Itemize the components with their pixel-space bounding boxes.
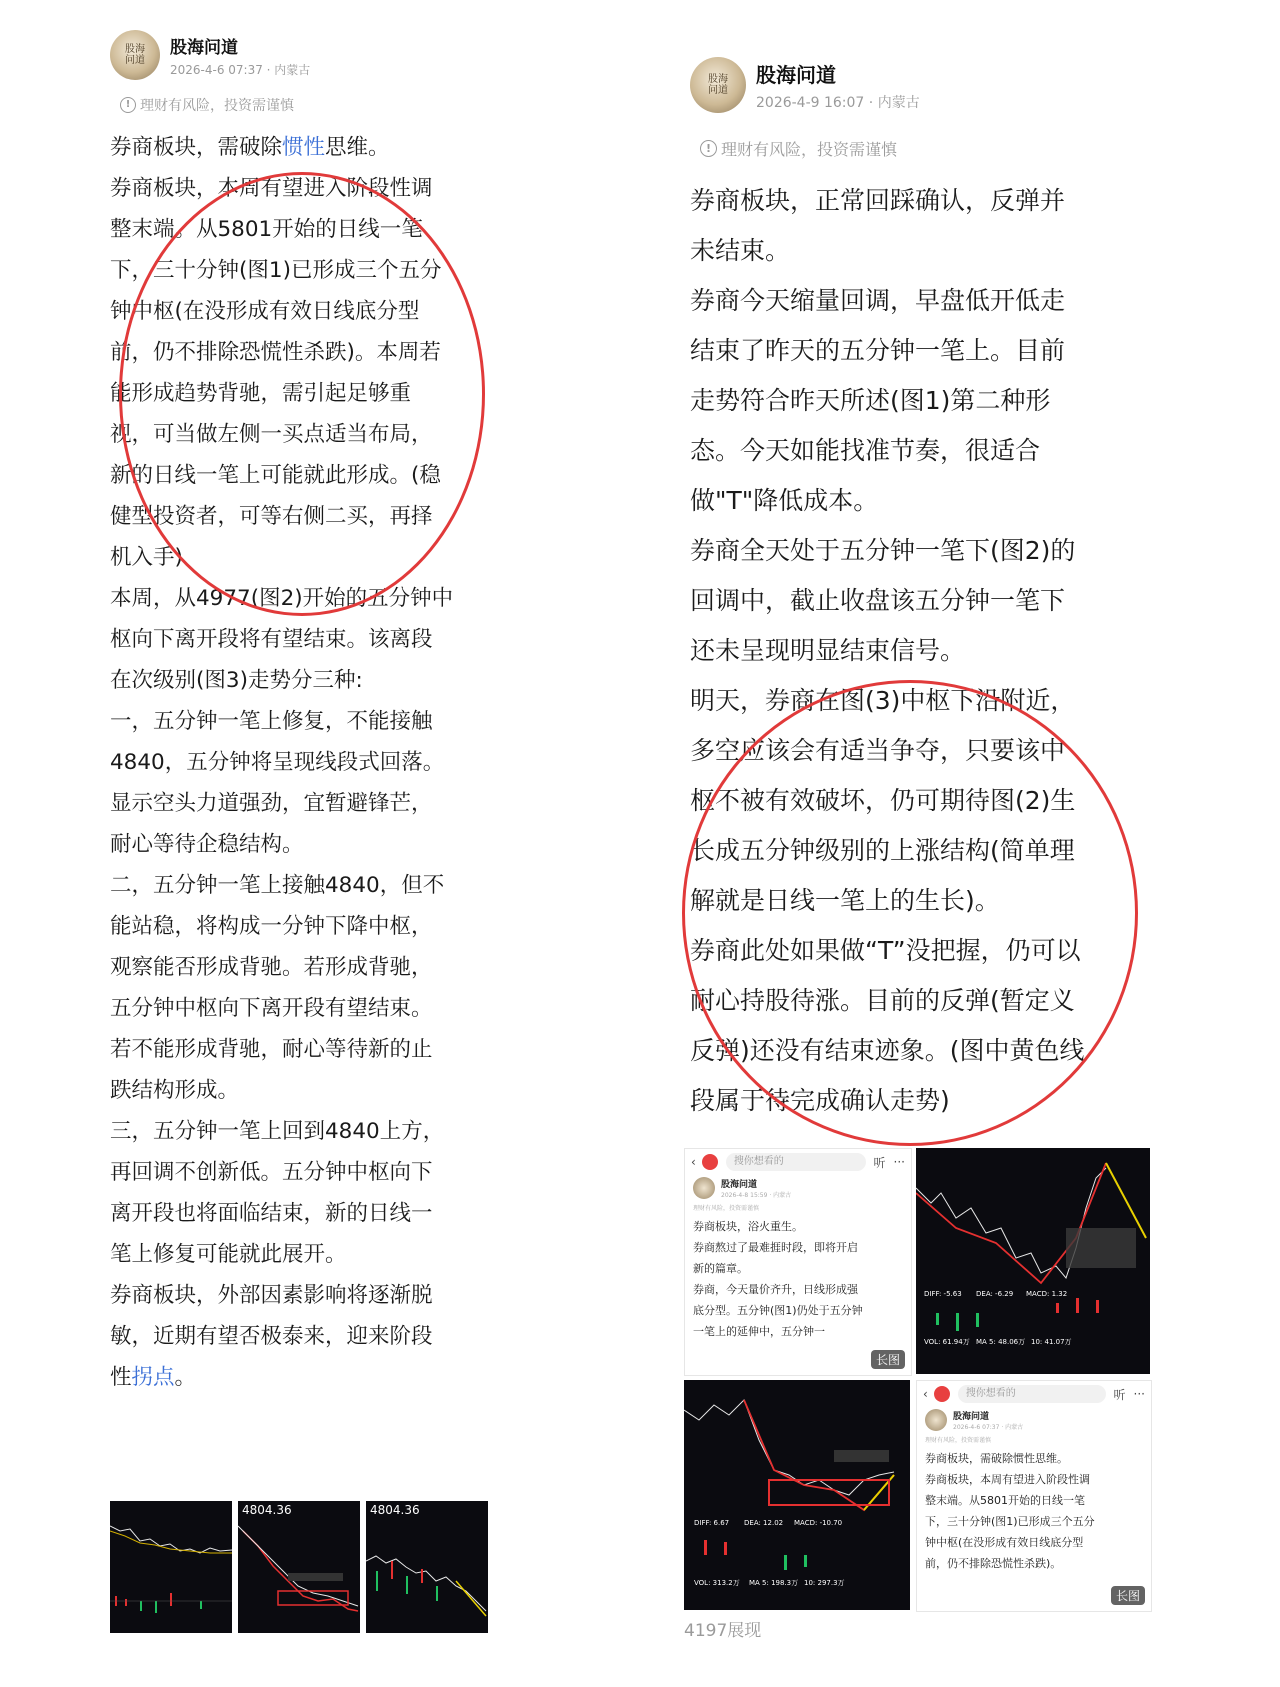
info-icon: ! (700, 140, 717, 157)
text-line: 下，三十分钟(图1)已形成三个五分 (110, 258, 442, 283)
mini-text (685, 1214, 911, 1344)
screenshot-topbar (917, 1381, 1151, 1407)
text-line: 跌结构形成。 (110, 1078, 240, 1103)
long-image-badge: 长图 (1111, 1586, 1145, 1605)
chart1-dea: DEA: -6.29 (976, 1290, 1014, 1298)
mini-author-name: 股海问道 (953, 1412, 990, 1422)
chart1-vol: VOL: 61.94万 (924, 1338, 970, 1346)
text-line: 券商熬过了最难捱时段，即将开启 (693, 1241, 858, 1254)
risk-notice (700, 137, 897, 160)
text-line: 券商全天处于五分钟一笔下(图2)的 (690, 536, 1076, 565)
chart2-ma5: MA 5: 198.3万 (749, 1579, 799, 1587)
listen-label: 听 (1113, 1387, 1126, 1402)
right-post-body (690, 176, 1160, 1126)
post-meta: 2026-4-9 16:07 · 内蒙古 (756, 94, 920, 111)
text-line: 券商今天缩量回调，早盘低开低走 (690, 286, 1066, 315)
text-line: 券商板块，本周有望进入阶段性调 (110, 176, 433, 201)
text-line: 钟中枢(在没形成有效日线底分型 (925, 1536, 1084, 1549)
back-icon: ‹ (691, 1155, 696, 1169)
text-line: 结束了昨天的五分钟一笔上。目前 (690, 336, 1066, 365)
left-post-body (110, 127, 510, 1398)
mini-author (917, 1407, 1151, 1433)
article-screenshot-1[interactable] (684, 1148, 912, 1376)
text-line: 枢不被有效破坏，仍可期待图(2)生 (690, 786, 1076, 815)
back-icon: ‹ (923, 1387, 928, 1401)
view-count: 4197展现 (684, 1621, 762, 1641)
chart1-ma5: MA 5: 48.06万 (976, 1338, 1026, 1346)
chart-thumbnail-2[interactable] (238, 1501, 360, 1633)
chart-thumbnail-1[interactable] (110, 1501, 232, 1633)
price-label: 4804.36 (370, 1503, 420, 1517)
chart-image-2[interactable] (684, 1380, 910, 1610)
text-line: 新的日线一笔上可能就此形成。(稳 (110, 463, 441, 488)
text-line: 一笔上的延伸中，五分钟一 (693, 1325, 825, 1338)
paragraph-last: 性拐点。 (110, 1365, 197, 1390)
text-line: 笔上修复可能就此展开。 (110, 1242, 347, 1267)
text-line: 在次级别(图3)走势分三种: (110, 668, 363, 693)
link-turning-point[interactable]: 拐点 (131, 1365, 175, 1390)
text-line: 走势符合昨天所述(图1)第二种形 (690, 386, 1051, 415)
chart2-macd: MACD: -10.70 (794, 1519, 843, 1527)
text-line: 整末端。从5801开始的日线一笔 (110, 217, 423, 242)
chart1-ma10: 10: 41.07万 (1031, 1338, 1072, 1346)
text-line: 底分型。五分钟(图1)仍处于五分钟 (693, 1304, 863, 1317)
text-line: 解就是日线一笔上的生长)。 (690, 886, 1000, 915)
text-line: 整末端。从5801开始的日线一笔 (925, 1494, 1085, 1507)
text-line: 一，五分钟一笔上修复，不能接触 (110, 709, 433, 734)
screenshot-topbar (685, 1149, 911, 1175)
chart-thumbnail-3[interactable] (366, 1501, 488, 1633)
search-box: 搜你想看的 (726, 1153, 866, 1171)
risk-text: 理财有风险，投资需谨慎 (721, 140, 898, 159)
avatar[interactable]: 股海 问道 (110, 30, 160, 80)
link-inertia[interactable]: 惯性 (282, 135, 326, 160)
text-line: 前，仍不排除恐慌性杀跌)。 (925, 1557, 1062, 1570)
text-line: 耐心等待企稳结构。 (110, 832, 304, 857)
mini-text (917, 1446, 1151, 1576)
mini-author (685, 1175, 911, 1201)
text-line: 能形成趋势背驰，需引起足够重 (110, 381, 412, 406)
text-line: 下，三十分钟(图1)已形成三个五分 (925, 1515, 1095, 1528)
author-name[interactable]: 股海问道 (170, 37, 238, 58)
text-line: 敏，近期有望否极泰来，迎来阶段 (110, 1324, 433, 1349)
text-line: 离开段也将面临结束，新的日线一 (110, 1201, 433, 1226)
text-line: 本周，从4977(图2)开始的五分钟中 (110, 586, 454, 611)
article-screenshot-2[interactable] (916, 1380, 1152, 1612)
app-logo-icon (702, 1154, 718, 1170)
text-line: 显示空头力道强劲，宜暂避锋芒， (110, 791, 433, 816)
text-line: 明天，券商在图(3)中枢下沿附近， (690, 686, 1076, 715)
text-line: 还未呈现明显结束信号。 (690, 636, 966, 665)
text-line: 段属于待完成确认走势) (690, 1086, 950, 1115)
text-line: 枢向下离开段将有望结束。该离段 (110, 627, 433, 652)
chart2-vol: VOL: 313.2万 (694, 1579, 740, 1587)
text-line: 4840，五分钟将呈现线段式回落。 (110, 750, 445, 775)
mini-risk: 理财有风险，投资需谨慎 (693, 1205, 760, 1212)
listen-label: 听 (873, 1155, 886, 1170)
text-line: 回调中，截止收盘该五分钟一笔下 (690, 586, 1066, 615)
text-line: 长成五分钟级别的上涨结构(简单理 (690, 836, 1075, 865)
text-line: 再回调不创新低。五分钟中枢向下 (110, 1160, 433, 1185)
text-line: 券商，今天量价齐升，日线形成强 (693, 1283, 858, 1296)
left-author-row[interactable] (110, 30, 310, 80)
chart1-macd: MACD: 1.32 (1026, 1290, 1068, 1298)
text-line: 二，五分钟一笔上接触4840，但不 (110, 873, 445, 898)
text-line: 视，可当做左侧一买点适当布局， (110, 422, 433, 447)
text-line: 券商板块，外部因素影响将逐渐脱 (110, 1283, 433, 1308)
text-line: 态。今天如能找准节奏，很适合 (690, 436, 1041, 465)
text-line: 能站稳，将构成一分钟下降中枢， (110, 914, 433, 939)
long-image-badge: 长图 (871, 1350, 905, 1369)
mini-avatar (693, 1177, 715, 1199)
mini-avatar (925, 1409, 947, 1431)
risk-notice (120, 95, 294, 115)
app-logo-icon (934, 1386, 950, 1402)
text-line: 耐心持股待涨。目前的反弹(暂定义 (690, 986, 1075, 1015)
paragraph-title: 券商板块，需破除惯性思维。 (110, 135, 390, 160)
chart2-dea: DEA: 12.02 (744, 1519, 784, 1527)
text-line: 三，五分钟一笔上回到4840上方， (110, 1119, 445, 1144)
mini-meta: 2026-4-8 15:59 · 内蒙古 (721, 1192, 792, 1199)
text-line: 前，仍不排除恐慌性杀跌)。本周若 (110, 340, 441, 365)
text-line: 做"T"降低成本。 (690, 486, 879, 515)
author-name[interactable]: 股海问道 (756, 62, 836, 87)
text-line: 券商板块，本周有望进入阶段性调 (925, 1473, 1090, 1486)
right-author-row[interactable] (690, 57, 920, 113)
chart-image-1[interactable] (916, 1148, 1150, 1374)
risk-text: 理财有风险，投资需谨慎 (140, 98, 294, 114)
text-line: 若不能形成背驰，耐心等待新的止 (110, 1037, 433, 1062)
text-line: 五分钟中枢向下离开段有望结束。 (110, 996, 433, 1021)
mini-meta: 2026-4-6 07:37 · 内蒙古 (953, 1424, 1024, 1431)
text-line: 反弹)还没有结束迹象。(图中黄色线 (690, 1036, 1085, 1065)
text-line: 钟中枢(在没形成有效日线底分型 (110, 299, 420, 324)
more-icon: ··· (1133, 1387, 1145, 1401)
chart2-ma10: 10: 297.3万 (804, 1579, 845, 1587)
text-line: 券商板块，浴火重生。 (693, 1220, 803, 1233)
post-meta: 2026-4-6 07:37 · 内蒙古 (170, 62, 311, 77)
text-line: 机入手) (110, 545, 183, 570)
info-icon: ! (120, 97, 136, 113)
text-line: 观察能否形成背驰。若形成背驰， (110, 955, 433, 980)
chart1-diff: DIFF: -5.63 (924, 1290, 962, 1298)
text-line: 多空应该会有适当争夺，只要该中 (690, 736, 1066, 765)
price-label: 4804.36 (242, 1503, 292, 1517)
text-line: 券商板块，正常回踩确认，反弹并 (690, 186, 1066, 215)
chart2-diff: DIFF: 6.67 (694, 1519, 730, 1527)
text-line: 新的篇章。 (693, 1262, 748, 1275)
text-line: 健型投资者，可等右侧二买，再择 (110, 504, 433, 529)
mini-risk: 理财有风险，投资需谨慎 (925, 1437, 992, 1444)
text-line: 券商板块，需破除惯性思维。 (925, 1452, 1068, 1465)
search-box: 搜你想看的 (958, 1385, 1106, 1403)
text-line: 券商此处如果做“T”没把握，仍可以 (690, 936, 1081, 965)
avatar[interactable]: 股海 问道 (690, 57, 746, 113)
mini-author-name: 股海问道 (721, 1180, 758, 1190)
more-icon: ··· (893, 1155, 905, 1169)
text-line: 未结束。 (690, 236, 791, 265)
